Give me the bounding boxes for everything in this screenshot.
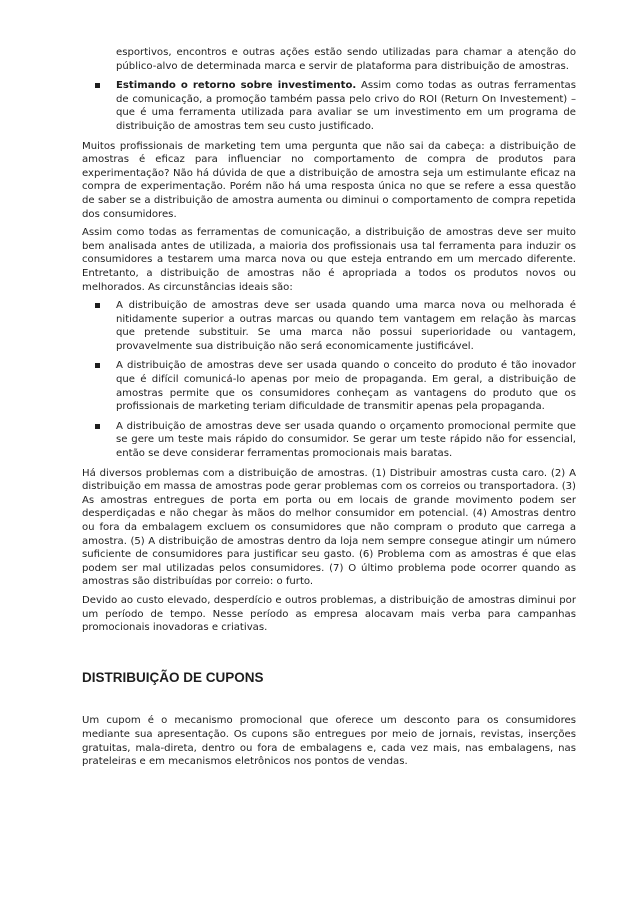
bullet-item-roi (82, 79, 576, 133)
paragraph-analysis: Assim como todas as ferramentas de comunicação, a distribuição de amostras deve ser muito bem analisada antes de utilizada, a maioria dos profissionais usa tal ferramenta para induzir os consumidores a testarem uma marca nova ou que esteja entrando em um mercado diferente. Entretanto, a distribuição de amostras não é apropriada a todos os produtos novos ou melhorados. As circunstâncias ideais são: (82, 227, 576, 293)
circumstance-text: A distribuição de amostras deve ser usada quando o conceito do produto é tão inovador que é difícil comunicá-lo apenas por meio de propaganda. Em geral, a distribuição de amostras permite que os consumidores conheçam as vantagens do produto que os profissionais de marketing teriam dificuldade de transmitir apenas pela propaganda. (116, 360, 576, 413)
square-bullet-icon (95, 303, 100, 308)
square-bullet-icon (95, 363, 100, 368)
circumstance-item (82, 299, 576, 353)
paragraph-coupon: Um cupom é o mecanismo promocional que oferece um desconto para os consumidores mediante sua apresentação. Os cupons são entregues por meio de jornais, revistas, inserções gratuitas, mala-direta, dentro ou fora de embalagens e, cada vez mais, nas embalagens, nas prateleiras e em mecanismos eletrônicos nos pontos de vendas. (82, 715, 576, 768)
section-heading: DISTRIBUIÇÃO DE CUPONS (82, 669, 264, 685)
circumstance-text: A distribuição de amostras deve ser usada quando o orçamento promocional permite que se gere um teste mais rápido do consumidor. Se gerar um teste rápido não for essencial, então se deve considerar ferramentas promocionais mais baratas. (116, 420, 576, 460)
circumstances-list (82, 299, 576, 461)
bullet-roi-text: Assim como todas as outras ferramentas de comunicação, a promoção também passa pelo crivo do ROI (Return On Investement) – que é uma ferramenta utilizada para avaliar se um investimento em um programa de distribuição de amostras tem seu custo justificado. (116, 80, 576, 132)
square-bullet-icon (95, 83, 100, 88)
document-page (82, 46, 576, 774)
paragraph-effectiveness: Muitos profissionais de marketing tem uma pergunta que não sai da cabeça: a distribuição de amostras é eficaz para influenciar no comportamento de compra de produtos para experimentação? Não há dúvida de que a distribuição de amostra seja um estimulante eficaz na compra de experimentação. Porém não há uma resposta única no que se refere a essa questão de saber se a distribuição de amostra aumenta ou diminui o comportamento de compra repetida dos consumidores. (82, 140, 576, 220)
paragraph-cost: Devido ao custo elevado, desperdício e outros problemas, a distribuição de amostras diminui por um período de tempo. Nesse período as empresa alocavam mais verba para campanhas promocionais inovadoras e criativas. (82, 594, 576, 634)
bullet-roi-bold: Estimando o retorno sobre investimento. (116, 80, 357, 92)
circumstance-item (82, 359, 576, 413)
paragraph-problems: Há diversos problemas com a distribuição de amostras. (1) Distribuir amostras custa caro. (2) A distribuição em massa de amostras pode gerar problemas com os correios ou transportadora. (3) As amostras entregues de porta em porta ou em locais de grande movimento podem ser desperdiçadas e não chegar às mãos do melhor consumidor em potencial. (4) Amostras dentro ou fora da embalagem excluem os consumidores que não compram o produto que carrega a amostra. (5) A distribuição de amostras dentro da loja nem sempre consegue atingir um número suficiente de consumidores para justificar seu gasto. (6) Problema com as amostras é que elas podem ser mal utilizadas pelos consumidores. (7) O último problema pode ocorrer quando as amostras são distribuídas por correio: o furto. (82, 467, 576, 588)
circumstance-item (82, 420, 576, 461)
circumstance-text: A distribuição de amostras deve ser usada quando uma marca nova ou melhorada é nitidamente superior a outras marcas ou quando tem vantagem em relação às marcas que pretende substituir. Se uma marca não possui superioridade ou vantagem, provavelmente sua distribuição não será economicamente justificável. (116, 300, 576, 352)
roi-bullet-list (82, 79, 576, 133)
continued-bullet-text: esportivos, encontros e outras ações estão sendo utilizadas para chamar a atenção do público-alvo de determinada marca e servir de plataforma para distribuição de amostras. (116, 47, 576, 72)
square-bullet-icon (95, 424, 100, 429)
